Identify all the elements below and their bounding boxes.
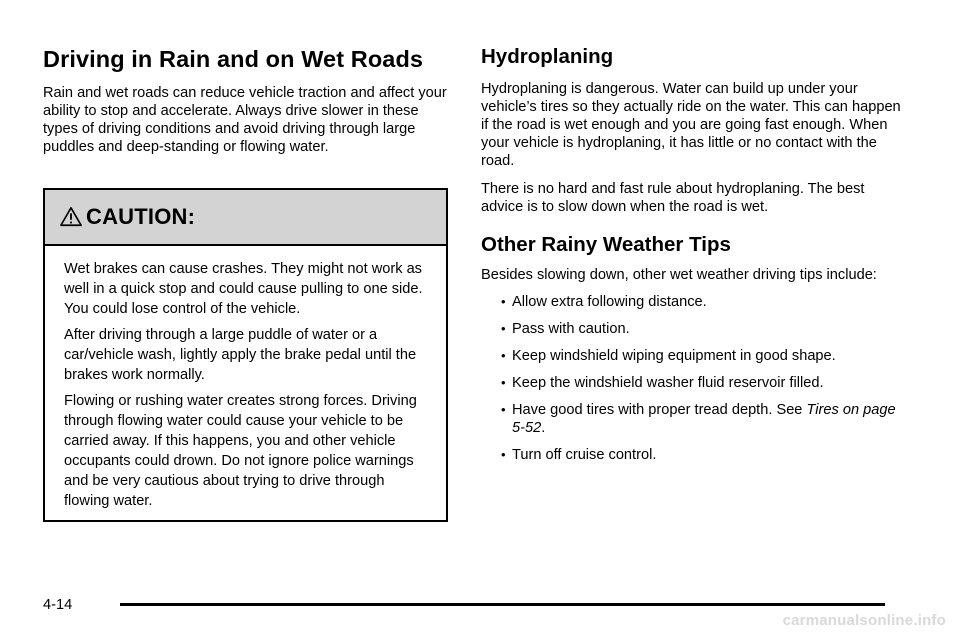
list-item: • Turn off cruise control. xyxy=(501,447,657,463)
caution-paragraph: Wet brakes can cause crashes. They might not work as well in a quick stop and could cause pulling to one side. You could lose control of the vehicle. xyxy=(64,261,423,317)
list-item: • Keep the windshield washer fluid reservoir filled. xyxy=(501,375,824,391)
bullet-icon: • xyxy=(501,294,506,309)
footer-divider xyxy=(120,603,885,606)
tips-list xyxy=(481,293,901,464)
rain-intro-paragraph: Rain and wet roads can reduce vehicle traction and affect your ability to stop and accelerate. Always drive slower in these types of driving conditions and avoid driving through large puddles and deep-standing or flowing water. xyxy=(43,85,447,155)
tires-cross-reference[interactable]: Tires on page 5-52 xyxy=(512,402,896,436)
section-heading-hydroplaning: Hydroplaning xyxy=(481,45,614,68)
left-column xyxy=(43,44,448,156)
bullet-icon: • xyxy=(501,402,506,417)
caution-header xyxy=(45,190,446,246)
caution-title: CAUTION: xyxy=(86,204,196,229)
list-item: • Keep windshield wiping equipment in good shape. xyxy=(501,348,836,364)
hydroplaning-paragraph: Hydroplaning is dangerous. Water can build up under your vehicle’s tires so they actually ride on the water. This can happen if the road is wet enough and you are going fast enough. When your vehicle is hydroplaning, it has little or no contact with the road. xyxy=(481,81,901,169)
tips-intro-paragraph: Besides slowing down, other wet weather driving tips include: xyxy=(481,267,877,283)
caution-box xyxy=(43,188,448,522)
page-number: 4-14 xyxy=(43,597,73,613)
caution-paragraph: Flowing or rushing water creates strong forces. Driving through flowing water could cause your vehicle to be carried away. If this happens, you and other vehicle occupants could drown. Do not ignore police warnings and be very cautious about trying to drive through flowing water. xyxy=(64,393,417,509)
list-item: • Allow extra following distance. xyxy=(501,294,707,310)
hydroplaning-paragraph: There is no hard and fast rule about hydroplaning. The best advice is to slow down when the road is wet. xyxy=(481,181,865,215)
right-column xyxy=(481,44,901,464)
list-item: • Have good tires with proper tread depth. See Tires on page 5-52. xyxy=(501,402,896,436)
caution-paragraph: After driving through a large puddle of water or a car/vehicle wash, lightly apply the brake pedal until the brakes work normally. xyxy=(64,327,417,383)
section-heading-tips: Other Rainy Weather Tips xyxy=(481,233,731,256)
section-heading-rain: Driving in Rain and on Wet Roads xyxy=(43,46,424,72)
watermark: carmanualsonline.info xyxy=(782,612,946,629)
bullet-icon: • xyxy=(501,375,506,390)
caution-body xyxy=(45,246,446,511)
list-item: • Pass with caution. xyxy=(501,321,630,337)
bullet-icon: • xyxy=(501,348,506,363)
bullet-icon: • xyxy=(501,321,506,336)
warning-triangle-icon xyxy=(60,206,82,228)
bullet-icon: • xyxy=(501,447,506,462)
